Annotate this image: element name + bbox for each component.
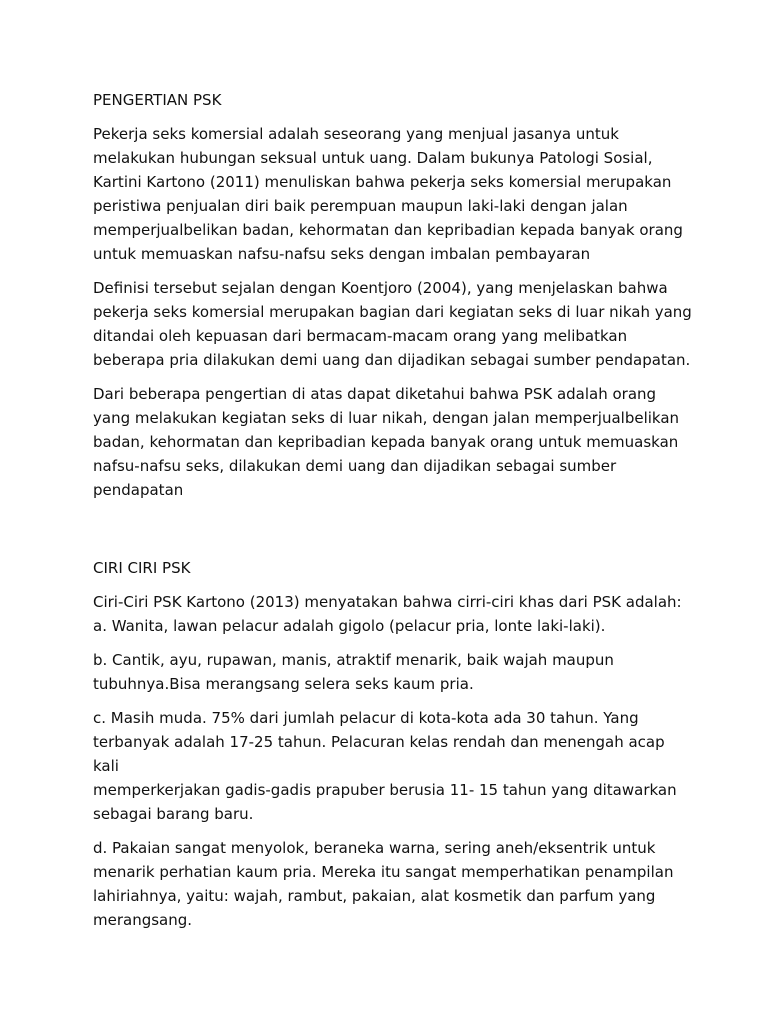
paragraph-koentjoro: Definisi tersebut sejalan dengan Koentjoro (2004), yang menjelaskan bahwa pekerja seks komersial merupakan bagian dari kegiatan seks di luar nikah yang ditandai oleh kepuasan dari bermacam-macam orang yang melibatkan beberapa pria dilakukan demi uang dan dijadikan sebagai sumber pendapatan.: [93, 279, 692, 369]
list-item-b: b. Cantik, ayu, rupawan, manis, atraktif menarik, baik wajah maupun tubuhnya.Bisa merangsang selera seks kaum pria.: [93, 651, 614, 693]
paragraph-conclusion: Dari beberapa pengertian di atas dapat diketahui bahwa PSK adalah orang yang melakukan kegiatan seks di luar nikah, dengan jalan memperjualbelikan badan, kehormatan dan kepribadian kepada banyak orang untuk memuaskan nafsu-nafsu seks, dilakukan demi uang dan dijadikan sebagai sumber pendapatan: [93, 385, 680, 499]
list-item-a: a. Wanita, lawan pelacur adalah gigolo (pelacur pria, lonte laki-laki).: [93, 617, 606, 635]
paragraph-definition: Pekerja seks komersial adalah seseorang yang menjual jasanya untuk melakukan hubungan seksual untuk uang. Dalam bukunya Patologi Sosial, Kartini Kartono (2011) menuliskan bahwa pekerja seks komersial merupakan peristiwa penjualan diri baik perempuan maupun laki-laki dengan jalan memperjualbelikan badan, kehormatan dan kepribadian kepada banyak orang untuk memuaskan nafsu-nafsu seks dengan imbalan pembayaran: [93, 125, 683, 263]
section-heading-ciri: CIRI CIRI PSK: [93, 559, 191, 577]
section-heading-pengertian: PENGERTIAN PSK: [93, 91, 222, 109]
list-item-c: c. Masih muda. 75% dari jumlah pelacur di kota-kota ada 30 tahun. Yang terbanyak adalah 17-25 tahun. Pelacuran kelas rendah dan menengah acap kali memperkerjakan gadis-gadis prapuber berusia 11- 15 tahun yang ditawarkan sebagai barang baru.: [93, 709, 677, 823]
paragraph-ciri-intro: Ciri-Ciri PSK Kartono (2013) menyatakan bahwa cirri-ciri khas dari PSK adalah:: [93, 593, 682, 611]
list-item-d: d. Pakaian sangat menyolok, beraneka warna, sering aneh/eksentrik untuk menarik perhatian kaum pria. Mereka itu sangat memperhatikan penampilan lahiriahnya, yaitu: wajah, rambut, pakaian, alat kosmetik dan parfum yang merangsang.: [93, 839, 674, 929]
section-spacer: [93, 512, 693, 556]
document-body: [93, 88, 693, 942]
